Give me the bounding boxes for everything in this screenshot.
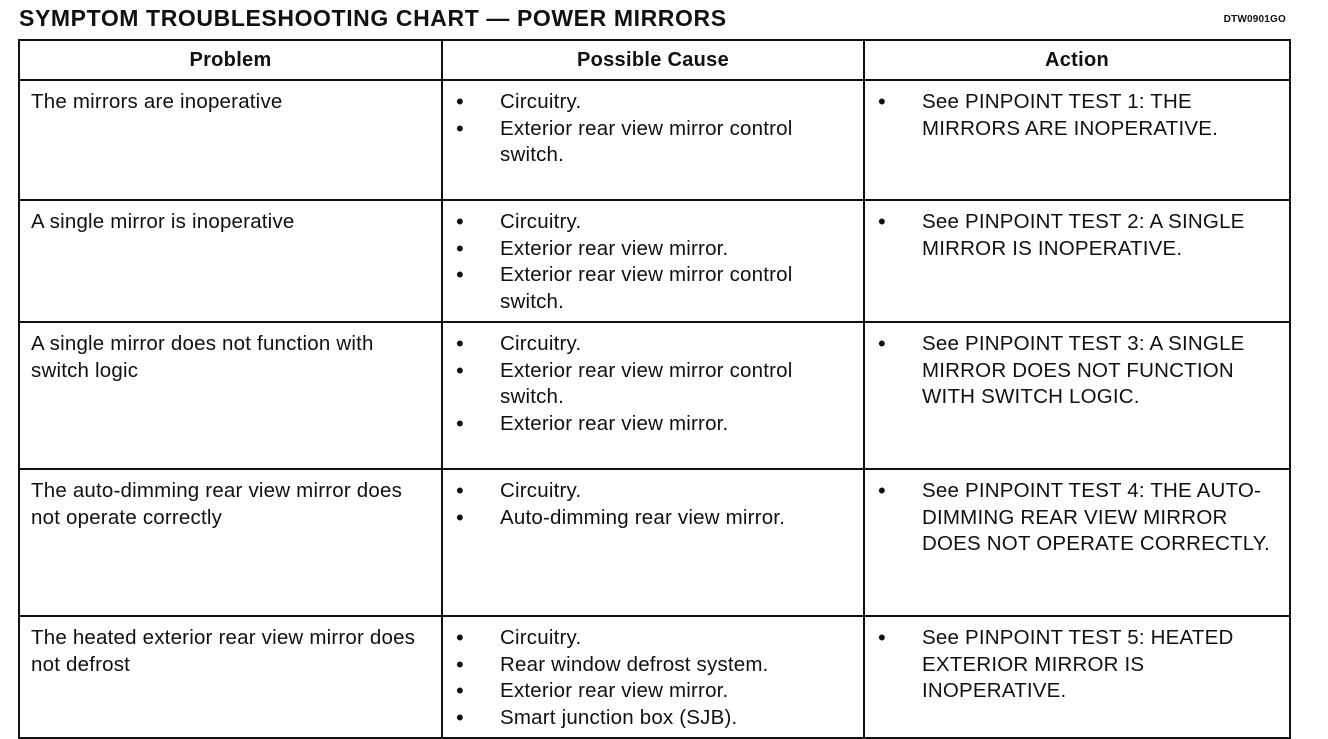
action-cell <box>864 469 1290 616</box>
action-item: • See PINPOINT TEST 2: A SINGLE MIRROR IS INOPERATIVE. <box>876 209 1279 262</box>
action-item: • See PINPOINT TEST 4: THE AUTO-DIMMING REAR VIEW MIRROR DOES NOT OPERATE CORRECTLY. <box>876 478 1279 558</box>
header-row <box>19 40 1290 80</box>
problem-cell: The mirrors are inoperative <box>19 80 442 200</box>
cause-cell <box>442 322 864 469</box>
action-item: • See PINPOINT TEST 1: THE MIRRORS ARE INOPERATIVE. <box>876 89 1279 142</box>
action-cell <box>864 322 1290 469</box>
cause-item: • Exterior rear view mirror. <box>454 678 853 705</box>
action-item: • See PINPOINT TEST 5: HEATED EXTERIOR MIRROR IS INOPERATIVE. <box>876 625 1279 705</box>
problem-cell: A single mirror does not function with switch logic <box>19 322 442 469</box>
problem-cell: The auto-dimming rear view mirror does not operate correctly <box>19 469 442 616</box>
cause-item: • Exterior rear view mirror control switch. <box>454 262 853 315</box>
header-action: Action <box>864 40 1290 80</box>
action-cell <box>864 80 1290 200</box>
cause-item: • Smart junction box (SJB). <box>454 705 853 732</box>
troubleshooting-table <box>18 39 1291 739</box>
cause-item: • Circuitry. <box>454 625 853 652</box>
cause-item: • Circuitry. <box>454 209 853 236</box>
table-row <box>19 80 1290 200</box>
action-cell <box>864 200 1290 322</box>
cause-item: • Auto-dimming rear view mirror. <box>454 505 853 532</box>
cause-item: • Exterior rear view mirror. <box>454 411 853 438</box>
cause-item: • Exterior rear view mirror. <box>454 236 853 263</box>
header-problem: Problem <box>19 40 442 80</box>
table-row <box>19 469 1290 616</box>
problem-cell: A single mirror is inoperative <box>19 200 442 322</box>
chart-title: SYMPTOM TROUBLESHOOTING CHART — POWER MIRRORS <box>19 5 727 31</box>
action-item: • See PINPOINT TEST 3: A SINGLE MIRROR DOES NOT FUNCTION WITH SWITCH LOGIC. <box>876 331 1279 411</box>
cause-item: • Exterior rear view mirror control switch. <box>454 116 853 169</box>
document-code: DTW0901GO <box>1223 14 1286 25</box>
cause-cell <box>442 80 864 200</box>
cause-cell <box>442 200 864 322</box>
problem-cell: The heated exterior rear view mirror does not defrost <box>19 616 442 738</box>
header-possible-cause: Possible Cause <box>442 40 864 80</box>
cause-item: • Rear window defrost system. <box>454 652 853 679</box>
table-row <box>19 616 1290 738</box>
cause-cell <box>442 469 864 616</box>
action-cell <box>864 616 1290 738</box>
cause-item: • Circuitry. <box>454 89 853 116</box>
cause-item: • Exterior rear view mirror control switch. <box>454 358 853 411</box>
cause-cell <box>442 616 864 738</box>
cause-item: • Circuitry. <box>454 478 853 505</box>
cause-item: • Circuitry. <box>454 331 853 358</box>
table-row <box>19 322 1290 469</box>
table-row <box>19 200 1290 322</box>
